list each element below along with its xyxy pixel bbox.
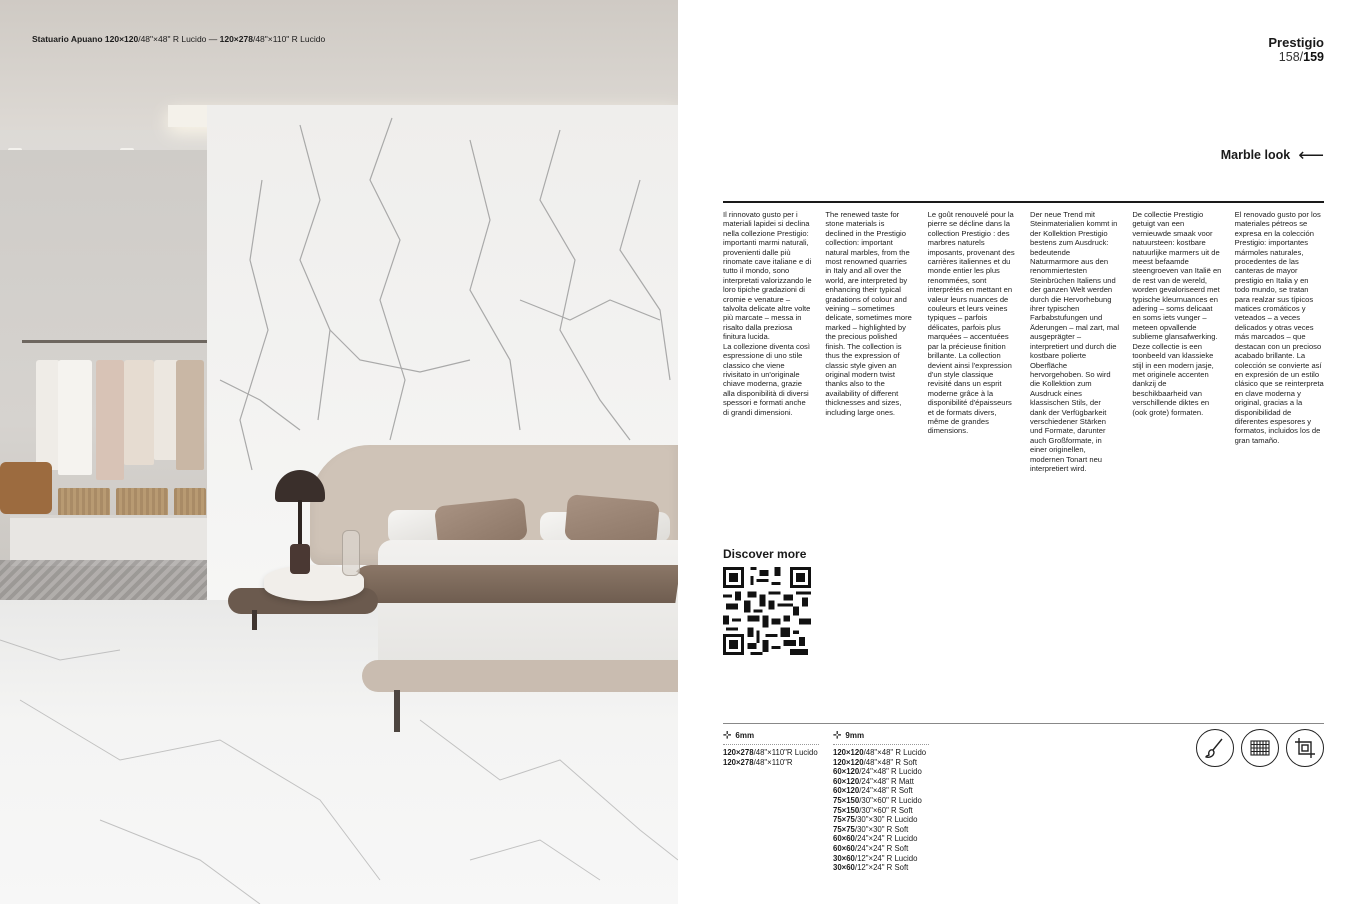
thickness-label: 6mm <box>735 731 755 740</box>
grid-tile-icon <box>1241 729 1279 767</box>
column-italian <box>723 210 812 473</box>
size-detail: /24"×24" R Soft <box>854 843 909 853</box>
size-line <box>833 758 929 768</box>
column-dutch <box>1132 210 1221 473</box>
thickness-header <box>723 730 819 745</box>
divider <box>723 723 1324 724</box>
size-value: 30×60 <box>833 863 855 873</box>
thickness-header <box>833 730 929 745</box>
size-detail: /24"×24" R Lucido <box>854 834 918 844</box>
size-detail: /30"×60" R Soft <box>859 805 913 815</box>
lamp-base <box>290 544 310 574</box>
paragraph: Der neue Trend mit Steinmaterialien kommt in der Kollektion Prestigio bestens zum Ausdruck: bedeutende Naturmarmore aus den renommiertesten Steinbrüchen Italiens und der ganzen Welt werden durch die Hervorhebung ihrer typischen Farbabstufungen und Äderungen – mal zart, mal ausgeprägter – interpretiert und durch die kostbare polierte Oberfläche hervorgehoben. So wird die Kollektion zum Ausdruck eines klassischen Stils, der dank der Verfügbarkeit verschiedener Stärken und Formate, darunter auch Großformate, in einer originellen, modernen Tonart neu interpretiert wird. <box>1029 210 1120 473</box>
caption-size-2: 120×278 <box>219 34 253 44</box>
paragraph: Il rinnovato gusto per i materiali lapidei si declina nella collezione Prestigio: importanti marmi naturali, provenienti dalle più rinomate cave italiane e di tutto il mondo, sono interpretati valorizzando le loro tipiche gradazioni di cromie e venature – talvolta delicate altre volte più marcate – messa in risalto dalla preziosa finitura lucida. La collezione diventa così espressione di uno stile classico che viene rivisitato in un'originale chiave moderna, grazie alla disponibilità di diversi spessori e formati anche di grandi dimensioni. <box>723 210 812 417</box>
column-french <box>928 210 1017 473</box>
size-line <box>833 863 929 873</box>
page-number-right: 159 <box>1303 50 1324 64</box>
size-detail: /30"×60" R Lucido <box>859 795 922 805</box>
page-header <box>1268 35 1324 64</box>
divider <box>723 201 1324 203</box>
size-detail: /30"×30" R Soft <box>854 824 909 834</box>
section-heading[interactable] <box>1220 145 1324 165</box>
text-page <box>678 0 1356 904</box>
brand-title: Prestigio <box>1268 35 1324 50</box>
page-number-left: 158/ <box>1278 50 1304 64</box>
size-value: 60×120 <box>833 786 860 796</box>
size-detail: /48"×110"R Lucido <box>753 748 818 757</box>
photo-caption <box>32 34 325 44</box>
size-line <box>833 844 929 854</box>
column-spanish <box>1235 210 1324 473</box>
discover-title: Discover more <box>723 547 807 561</box>
size-line <box>833 796 929 806</box>
bed-leg <box>394 690 400 732</box>
paragraph: Le goût renouvelé pour la pierre se décline dans la collection Prestigio : des marbres naturels imposants, provenant des carrières italiennes et du monde entier les plus renommées, sont interprétés en mettant en valeur leurs nuances de couleurs et leurs veines typiques – parfois délicates, parfois plus marquées – accentuées par la précieuse finition brillante. La collection devient ainsi l'expression d'un style classique revisité dans un esprit moderne grâce à la disponibilité d'épaisseurs et de formats divers, même de grandes dimensions. <box>927 210 1015 436</box>
size-value: 75×75 <box>833 815 855 825</box>
size-detail: /12"×24" R Soft <box>854 863 909 873</box>
size-line <box>833 777 929 787</box>
column-german <box>1030 210 1119 473</box>
size-value: 60×60 <box>833 834 855 844</box>
size-value: 30×60 <box>833 853 855 863</box>
size-value: 120×120 <box>833 757 864 767</box>
size-value: 120×278 <box>723 748 754 757</box>
size-value: 120×278 <box>723 757 754 767</box>
size-value: 60×120 <box>833 767 860 777</box>
paragraph: The renewed taste for stone materials is declined in the Prestigio collection: important natural marbles, from the most renowned quarries in Italy and all over the world, are interpreted by enhancing their typical gradations of colour and veining – sometimes delicate, sometimes more marked – highlighted by the precious polished finish. The collection is thus the expression of classic style given an original modern twist thanks also to the availability of different thicknesses and sizes, including large ones. <box>825 210 912 417</box>
size-value: 60×60 <box>833 843 855 853</box>
discover-more <box>723 547 811 655</box>
size-line <box>723 758 819 768</box>
size-value: 75×75 <box>833 824 855 834</box>
size-detail: /24"×48" R Matt <box>859 776 914 786</box>
size-value: 75×150 <box>833 805 860 815</box>
size-line <box>833 834 929 844</box>
thickness-6mm <box>723 730 819 767</box>
qr-code-icon[interactable] <box>723 567 811 655</box>
thickness-icon: ⊹ <box>723 730 732 741</box>
size-detail: /12"×24" R Lucido <box>854 853 918 863</box>
lamp-stem <box>298 500 302 548</box>
paragraph: De collectie Prestigio getuigt van een vernieuwde smaak voor natuursteen: kostbare natuurlijke marmers uit de meest befaamde steengroeven van Italië en de rest van de wereld, worden gevaloriseerd met typische kleurnuances en adering – soms delicaat en soms iets vunger – meteen opvallende sublieme glansafwerking. Deze collectie is een toonbeeld van klassieke stijl in een modern jasje, met originele accenten dankzij de beschikbaarheid van verschillende diktes en (ook grote) formaten. <box>1132 210 1222 417</box>
caption-detail-2: /48"×110" R Lucido <box>252 34 326 44</box>
nightstand-leg <box>252 610 257 630</box>
bed-base <box>362 660 678 692</box>
thickness-9mm <box>833 730 929 873</box>
page-numbers <box>1268 50 1324 64</box>
paragraph: El renovado gusto por los materiales pétreos se expresa en la colección Prestigio: importantes mármoles naturales, procedentes de las canteras de mayor prestigio en Italia y en todo mundo, se tratan para realzar sus típicos matices cromáticos y veteados – a veces delicados y otras veces más marcados – que destacan con un precioso acabado brillante. La colección se convierte así en expresión de un estilo clásico que se reinterpreta en clave moderna y original, gracias a la disponibilidad de diferentes espesores y formatos, incluidos los de gran tamaño. <box>1234 210 1324 445</box>
size-line <box>723 748 819 758</box>
paintbrush-icon <box>1196 729 1234 767</box>
size-value: 75×150 <box>833 795 860 805</box>
bed-throw <box>347 565 678 603</box>
size-line <box>833 748 929 758</box>
glass-vase <box>342 530 360 576</box>
column-english <box>825 210 914 473</box>
size-line <box>833 786 929 796</box>
size-line <box>833 854 929 864</box>
size-value: 60×120 <box>833 776 860 786</box>
thickness-icon: ⊹ <box>833 730 842 741</box>
size-value: 120×120 <box>833 748 864 757</box>
feature-icons <box>1196 729 1324 767</box>
section-label: Marble look <box>1220 148 1291 162</box>
size-line <box>833 825 929 835</box>
description-columns <box>723 210 1324 473</box>
size-detail: /24"×48" R Soft <box>859 786 913 796</box>
caption-detail-1: /48"×48" R Lucido — <box>138 34 220 44</box>
size-line <box>833 806 929 816</box>
size-detail: /48"×48" R Soft <box>863 757 918 767</box>
crop-format-icon <box>1286 729 1324 767</box>
thickness-label: 9mm <box>845 731 865 740</box>
size-detail: /24"×48" R Lucido <box>859 767 922 777</box>
size-line <box>833 815 929 825</box>
size-detail: /48"×48" R Lucido <box>863 748 927 757</box>
size-line <box>833 767 929 777</box>
arrow-left-icon: ⟵ <box>1298 145 1324 165</box>
size-detail: /48"×110"R <box>753 757 793 767</box>
size-detail: /30"×30" R Lucido <box>854 815 918 825</box>
caption-size-1: Statuario Apuano 120×120 <box>32 34 139 44</box>
